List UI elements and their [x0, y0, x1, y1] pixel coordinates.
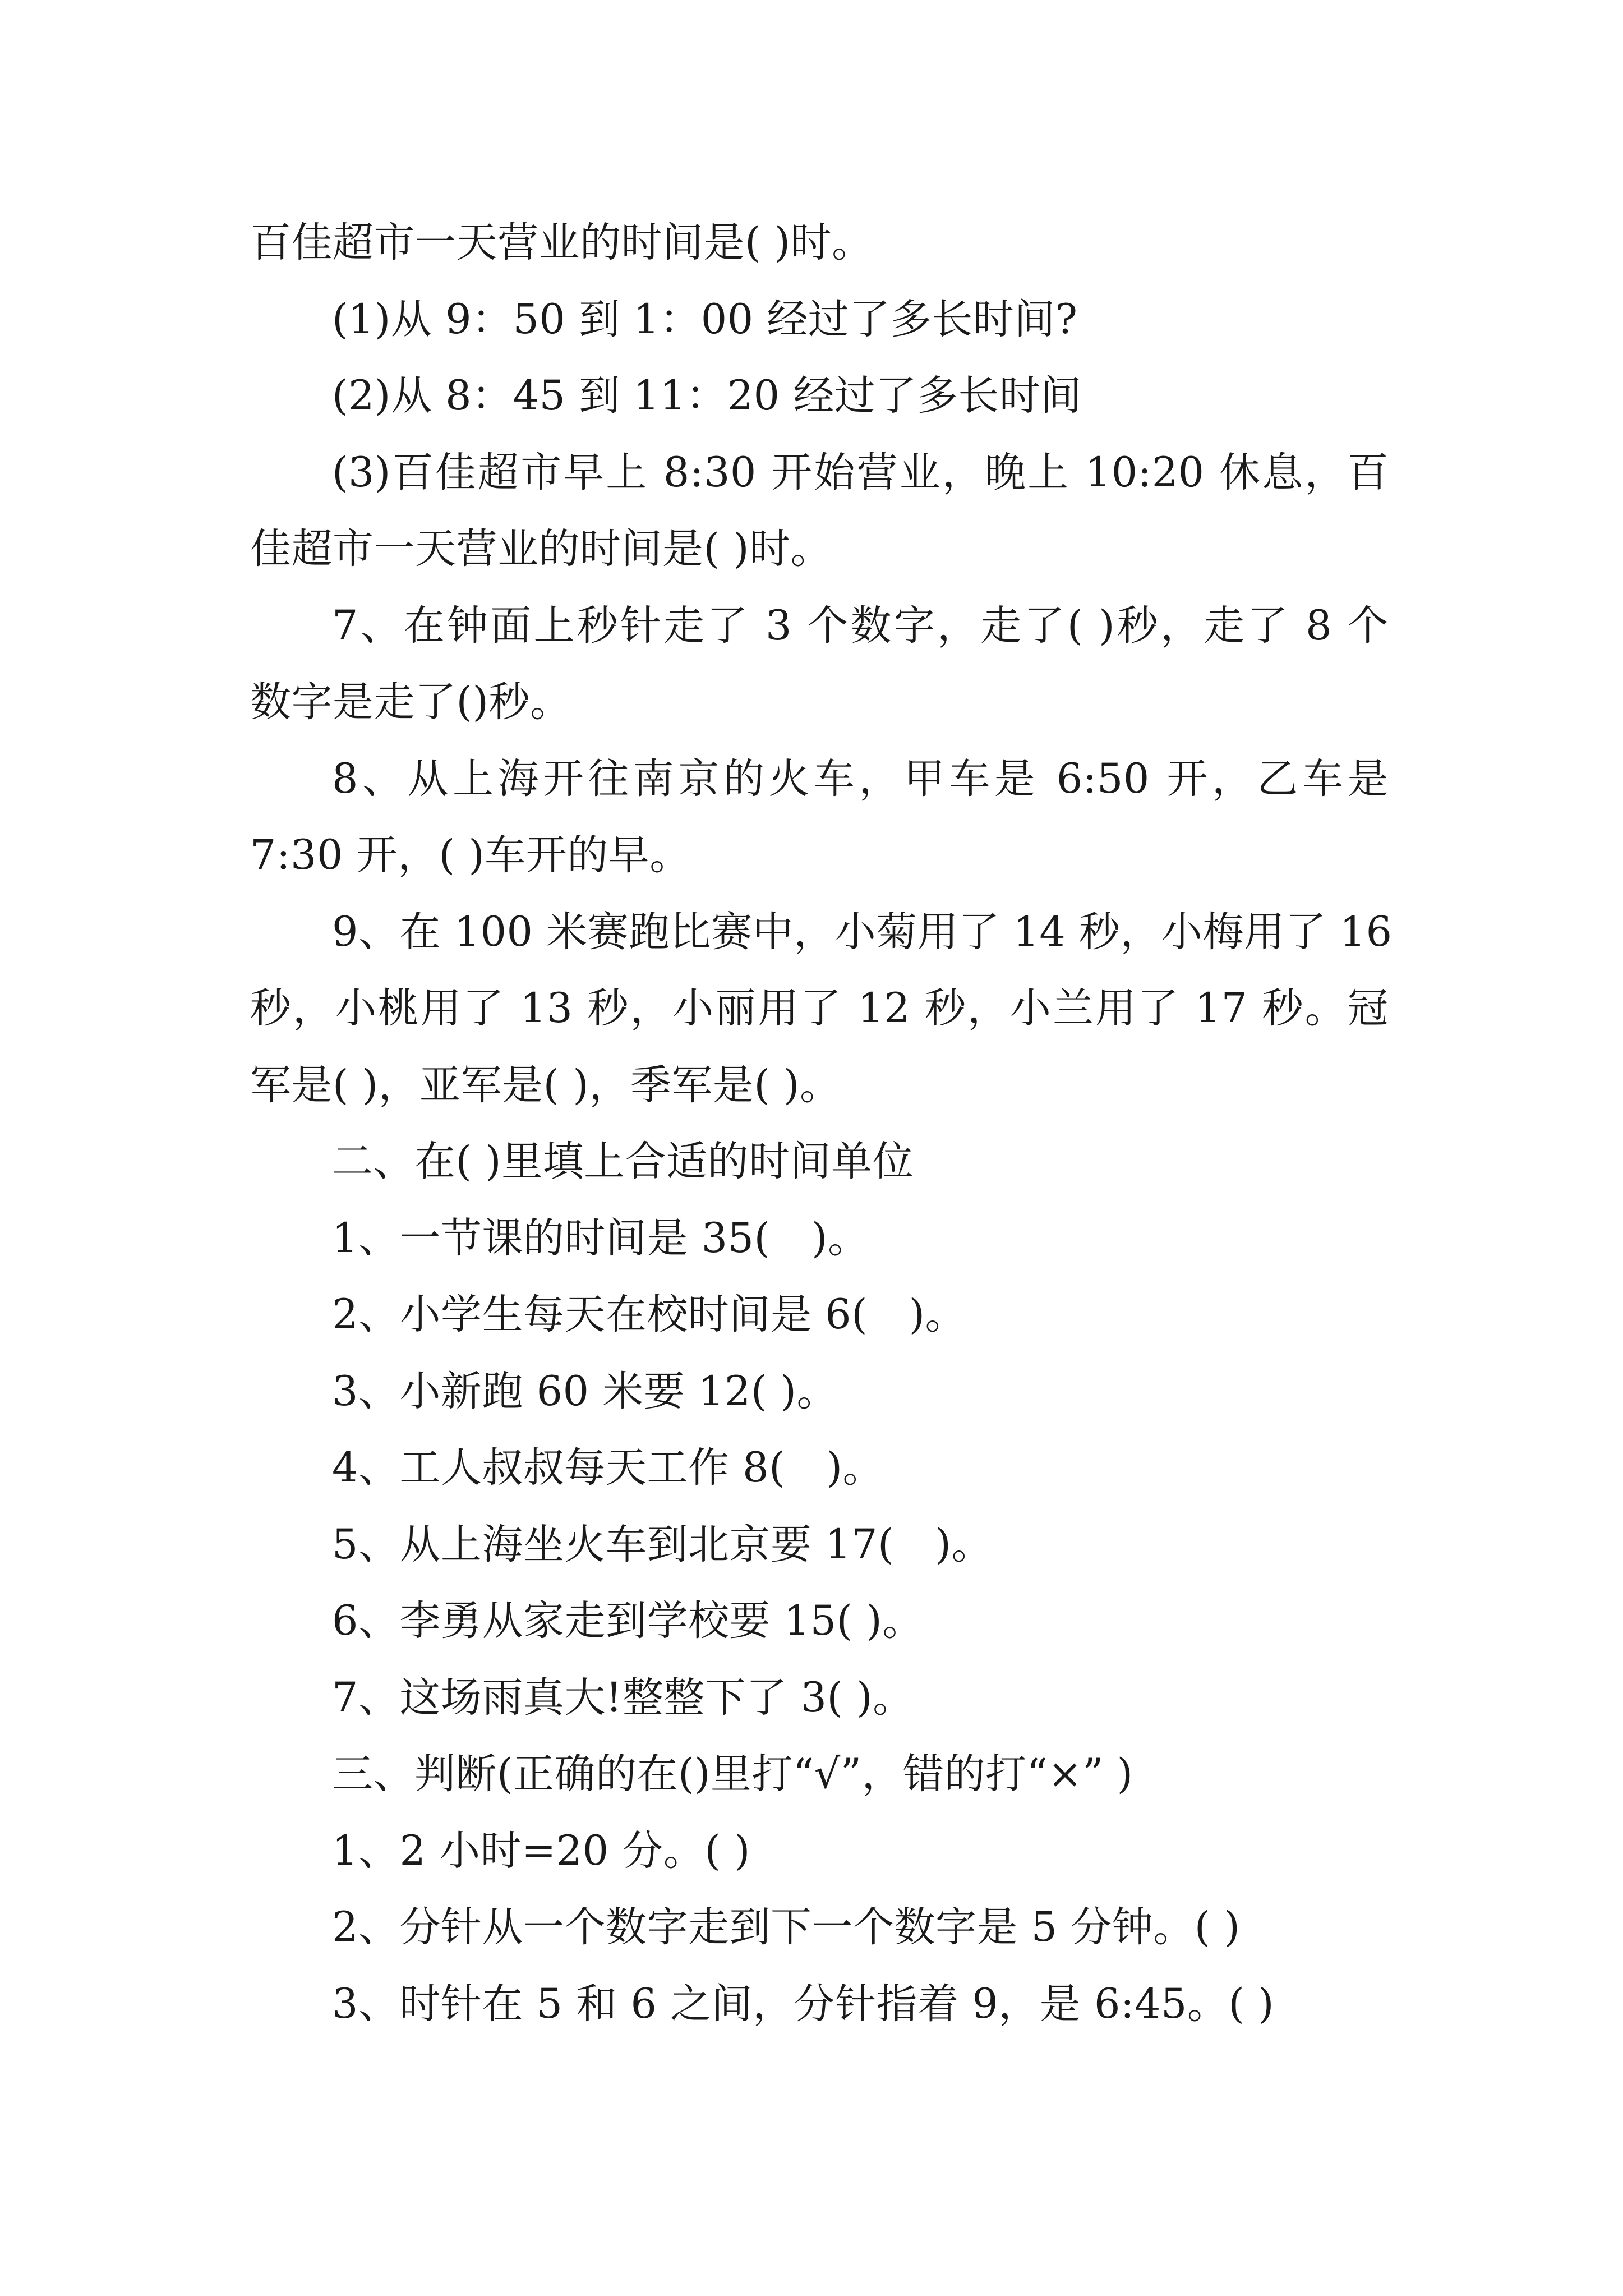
- question-line: 6、李勇从家走到学校要 15( )。: [332, 1597, 924, 1645]
- question-line: 3、时针在 5 和 6 之间，分针指着 9，是 6:45。( ): [332, 1980, 1275, 2028]
- text-line: 百佳超市一天营业的时间是( )时。: [250, 219, 873, 266]
- question-line: 3、小新跑 60 米要 12( )。: [332, 1367, 838, 1415]
- text-line: 7:30 开，( )车开的早。: [250, 831, 691, 879]
- question-line: (1)从 9：50 到 1：00 经过了多长时间?: [332, 295, 1078, 343]
- text-line: 军是( )，亚军是( )，季军是( )。: [250, 1061, 841, 1109]
- text-line: 数字是走了()秒。: [250, 678, 571, 726]
- question-line: 1、一节课的时间是 35( )。: [332, 1214, 869, 1262]
- document-body: [250, 205, 1393, 2042]
- question-line: 9、在 100 米赛跑比赛中，小菊用了 14 秒，小梅用了 16: [332, 908, 1393, 956]
- question-line: 5、从上海坐火车到北京要 17( )。: [332, 1520, 993, 1568]
- text-line: 佳超市一天营业的时间是( )时。: [250, 525, 832, 573]
- question-line: 8、从上海开往南京的火车，甲车是 6:50 开，乙车是: [332, 754, 1389, 803]
- section-heading: 三、判断(正确的在()里打“√”，错的打“×” ): [332, 1750, 1133, 1798]
- question-line: 2、小学生每天在校时间是 6( )。: [332, 1291, 967, 1338]
- section-heading: 二、在( )里填上合适的时间单位: [332, 1138, 914, 1185]
- question-line: (2)从 8：45 到 11：20 经过了多长时间: [332, 372, 1082, 420]
- question-line: 7、在钟面上秒针走了 3 个数字，走了( )秒，走了 8 个: [332, 601, 1389, 650]
- text-line: 秒，小桃用了 13 秒，小丽用了 12 秒，小兰用了 17 秒。冠: [250, 984, 1389, 1032]
- question-line: (3)百佳超市早上 8:30 开始营业，晚上 10:20 休息，百: [332, 448, 1389, 496]
- question-line: 4、工人叔叔每天工作 8( )。: [332, 1444, 884, 1492]
- question-line: 7、这场雨真大!整整下了 3( )。: [332, 1673, 914, 1722]
- question-line: 2、分针从一个数字走到下一个数字是 5 分钟。( ): [332, 1903, 1241, 1951]
- question-line: 1、2 小时=20 分。( ): [332, 1826, 751, 1875]
